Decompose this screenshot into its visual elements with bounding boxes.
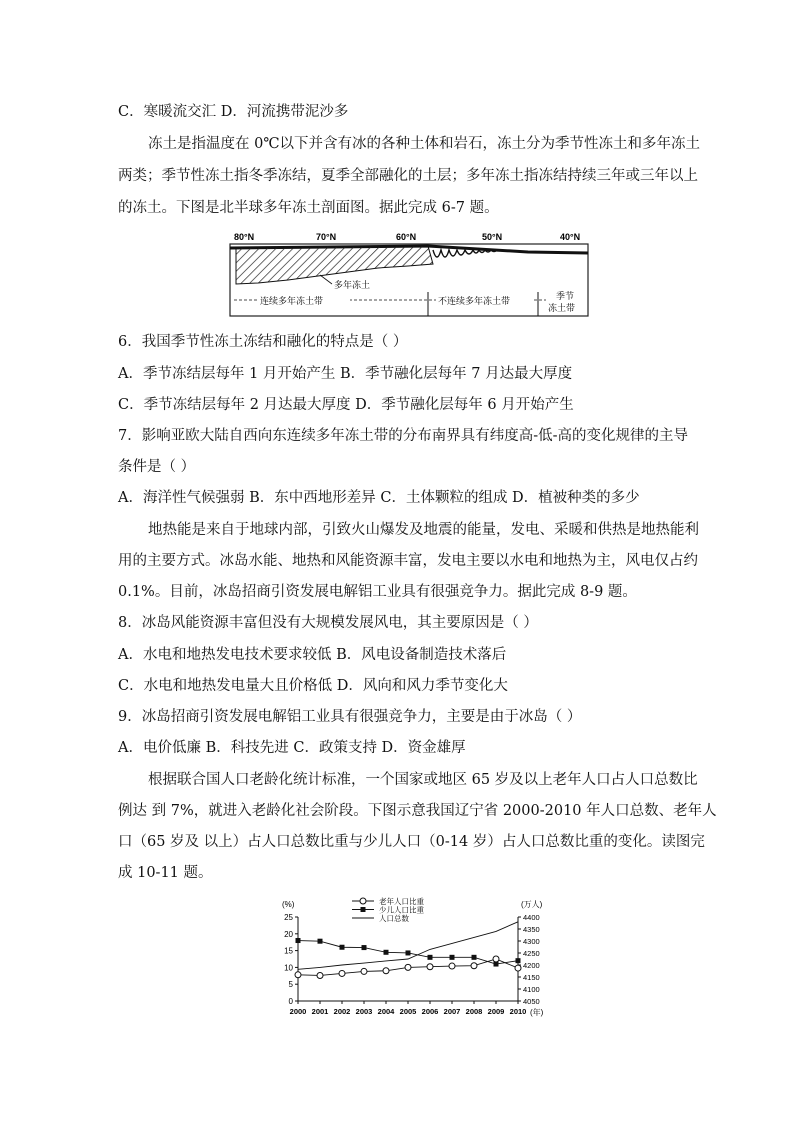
- point-children: [516, 958, 521, 963]
- x-tick-label: 2004: [377, 1007, 395, 1016]
- question-7-line1: 7．影响亚欧大陆自西向东连续多年冻土带的分布南界具有纬度高-低-高的变化规律的主导: [118, 428, 689, 444]
- question-6: 6．我国季节性冻土冻结和融化的特点是（ ）: [118, 334, 408, 350]
- x-tick-label: 2008: [465, 1007, 483, 1016]
- right-tick-label: 4200: [523, 961, 540, 970]
- legend-label-1: 少儿人口比重: [379, 905, 424, 915]
- ylabel-right: (万人): [521, 900, 543, 909]
- point-elderly: [361, 968, 367, 974]
- question-9-options: A．电价低廉 B．科技先进 C．政策支持 D．资金雄厚: [118, 740, 466, 756]
- right-tick-label: 4350: [523, 925, 540, 934]
- left-tick-label: 10: [284, 963, 293, 973]
- band-seasonal-2: 冻土带: [548, 303, 576, 313]
- left-tick-label: 0: [288, 997, 293, 1006]
- right-tick-label: 4050: [523, 997, 540, 1006]
- permafrost-profile-figure: [228, 228, 592, 318]
- question-8: 8．冰岛风能资源丰富但没有大规模发展风电，其主要原因是（ ）: [118, 615, 538, 631]
- lat-label-60: 60°N: [396, 232, 417, 242]
- left-tick-label: 20: [284, 929, 293, 939]
- point-elderly: [471, 963, 477, 969]
- right-tick-label: 4300: [523, 937, 540, 946]
- right-tick-label: 4250: [523, 949, 540, 958]
- population-chart: [278, 895, 550, 1020]
- question-7-options: A．海洋性气候强弱 B．东中西地形差异 C．土体颗粒的组成 D．植被种类的多少: [118, 490, 640, 506]
- question-7-line2: 条件是（ ）: [118, 459, 196, 475]
- point-children: [494, 962, 499, 967]
- point-elderly: [515, 965, 521, 971]
- paragraph-aging-line1: 根据联合国人口老龄化统计标准，一个国家或地区 65 岁及以上老年人口占人口总数比: [148, 772, 698, 788]
- band-discontinuous: 不连续多年冻土带: [438, 296, 511, 306]
- point-children: [428, 955, 433, 960]
- point-elderly: [339, 970, 345, 976]
- right-tick-label: 4400: [523, 913, 540, 922]
- paragraph-geothermal-line3: 0.1%。目前，冰岛招商引资发展电解铝工业具有很强竞争力。据此完成 8-9 题。: [118, 584, 637, 600]
- x-tick-label: 2000: [289, 1007, 307, 1016]
- label-pointer: [320, 275, 332, 284]
- label-permafrost: 多年冻土: [334, 280, 371, 290]
- lat-label-70: 70°N: [316, 232, 337, 242]
- x-tick-label: 2002: [333, 1007, 351, 1016]
- point-children: [296, 938, 301, 943]
- paragraph-permafrost-line1: 冻土是指温度在 0℃以下并含有冰的各种土体和岩石，冻土分为季节性冻土和多年冻土: [148, 136, 701, 152]
- x-tick-label: 2003: [355, 1007, 373, 1016]
- question-9: 9．冰岛招商引资发展电解铝工业具有很强竞争力，主要是由于冰岛（ ）: [118, 709, 582, 725]
- right-tick-label: 4150: [523, 973, 540, 982]
- point-elderly: [493, 956, 499, 962]
- question-6-options-cd: C．季节冻结层每年 2 月达最大厚度 D．季节融化层每年 6 月开始产生: [118, 397, 574, 413]
- legend-marker-square: [361, 907, 366, 912]
- paragraph-geothermal-line2: 用的主要方式。冰岛水能、地热和风能资源丰富，发电主要以水电和地热为主，风电仅占约: [118, 553, 698, 569]
- point-children: [472, 955, 477, 960]
- legend-marker-circle: [360, 898, 366, 904]
- left-tick-label: 5: [288, 980, 293, 990]
- point-elderly: [427, 964, 433, 970]
- band-continuous: 连续多年冻土带: [260, 296, 324, 306]
- question-6-options-ab: A．季节冻结层每年 1 月开始产生 B．季节融化层每年 7 月达最大厚度: [118, 366, 573, 382]
- point-children: [318, 939, 323, 944]
- point-elderly: [449, 963, 455, 969]
- paragraph-aging-line2: 例达 到 7%，就进入老龄化社会阶段。下图示意我国辽宁省 2000-2010 年人口总数、老年人: [118, 803, 717, 819]
- right-tick-label: 4100: [523, 985, 540, 994]
- left-tick-label: 25: [284, 913, 293, 922]
- left-tick-label: 15: [284, 946, 293, 956]
- point-children: [406, 950, 411, 955]
- lat-label-40: 40°N: [560, 232, 581, 242]
- x-tick-label: 2007: [443, 1007, 461, 1016]
- x-tick-label: 2005: [399, 1007, 417, 1016]
- legend-label-0: 老年人口比重: [379, 897, 424, 906]
- paragraph-aging-line4: 成 10-11 题。: [118, 865, 213, 881]
- paragraph-aging-line3: 口（65 岁及 以上）占人口总数比重与少儿人口（0-14 岁）占人口总数比重的变化。读图完: [118, 834, 705, 850]
- x-tick-label: 2001: [311, 1007, 329, 1016]
- paragraph-permafrost-line3: 的冻土。下图是北半球多年冻土剖面图。据此完成 6-7 题。: [118, 200, 499, 216]
- question-8-options-cd: C．水电和地热发电量大且价格低 D．风向和风力季节变化大: [118, 678, 508, 694]
- chart-legend: [352, 896, 424, 923]
- point-children: [450, 955, 455, 960]
- band-seasonal-1: 季节: [556, 291, 575, 301]
- lat-label-50: 50°N: [482, 232, 503, 242]
- paragraph-permafrost-line2: 两类；季节性冻土指冬季冻结，夏季全部融化的土层；多年冻土指冻结持续三年或三年以上: [118, 168, 698, 184]
- point-children: [362, 945, 367, 950]
- ylabel-left: (%): [282, 900, 295, 909]
- permafrost-body: [236, 246, 433, 284]
- option-c-d-q5: C．寒暖流交汇 D．河流携带泥沙多: [118, 104, 349, 120]
- x-unit: (年): [530, 1008, 544, 1017]
- point-children: [340, 945, 345, 950]
- point-elderly: [405, 964, 411, 970]
- lat-label-80: 80°N: [234, 232, 255, 242]
- paragraph-geothermal-line1: 地热能是来自于地球内部，引致火山爆发及地震的能量，发电、采暖和供热是地热能利: [148, 522, 699, 538]
- point-elderly: [383, 968, 389, 974]
- question-8-options-ab: A．水电和地热发电技术要求较低 B．风电设备制造技术落后: [118, 647, 507, 663]
- point-elderly: [317, 972, 323, 978]
- legend-label-2: 人口总数: [379, 914, 409, 923]
- point-elderly: [295, 972, 301, 978]
- point-children: [384, 950, 389, 955]
- x-tick-label: 2010: [509, 1007, 527, 1016]
- x-tick-label: 2009: [487, 1007, 505, 1016]
- x-tick-label: 2006: [421, 1007, 439, 1016]
